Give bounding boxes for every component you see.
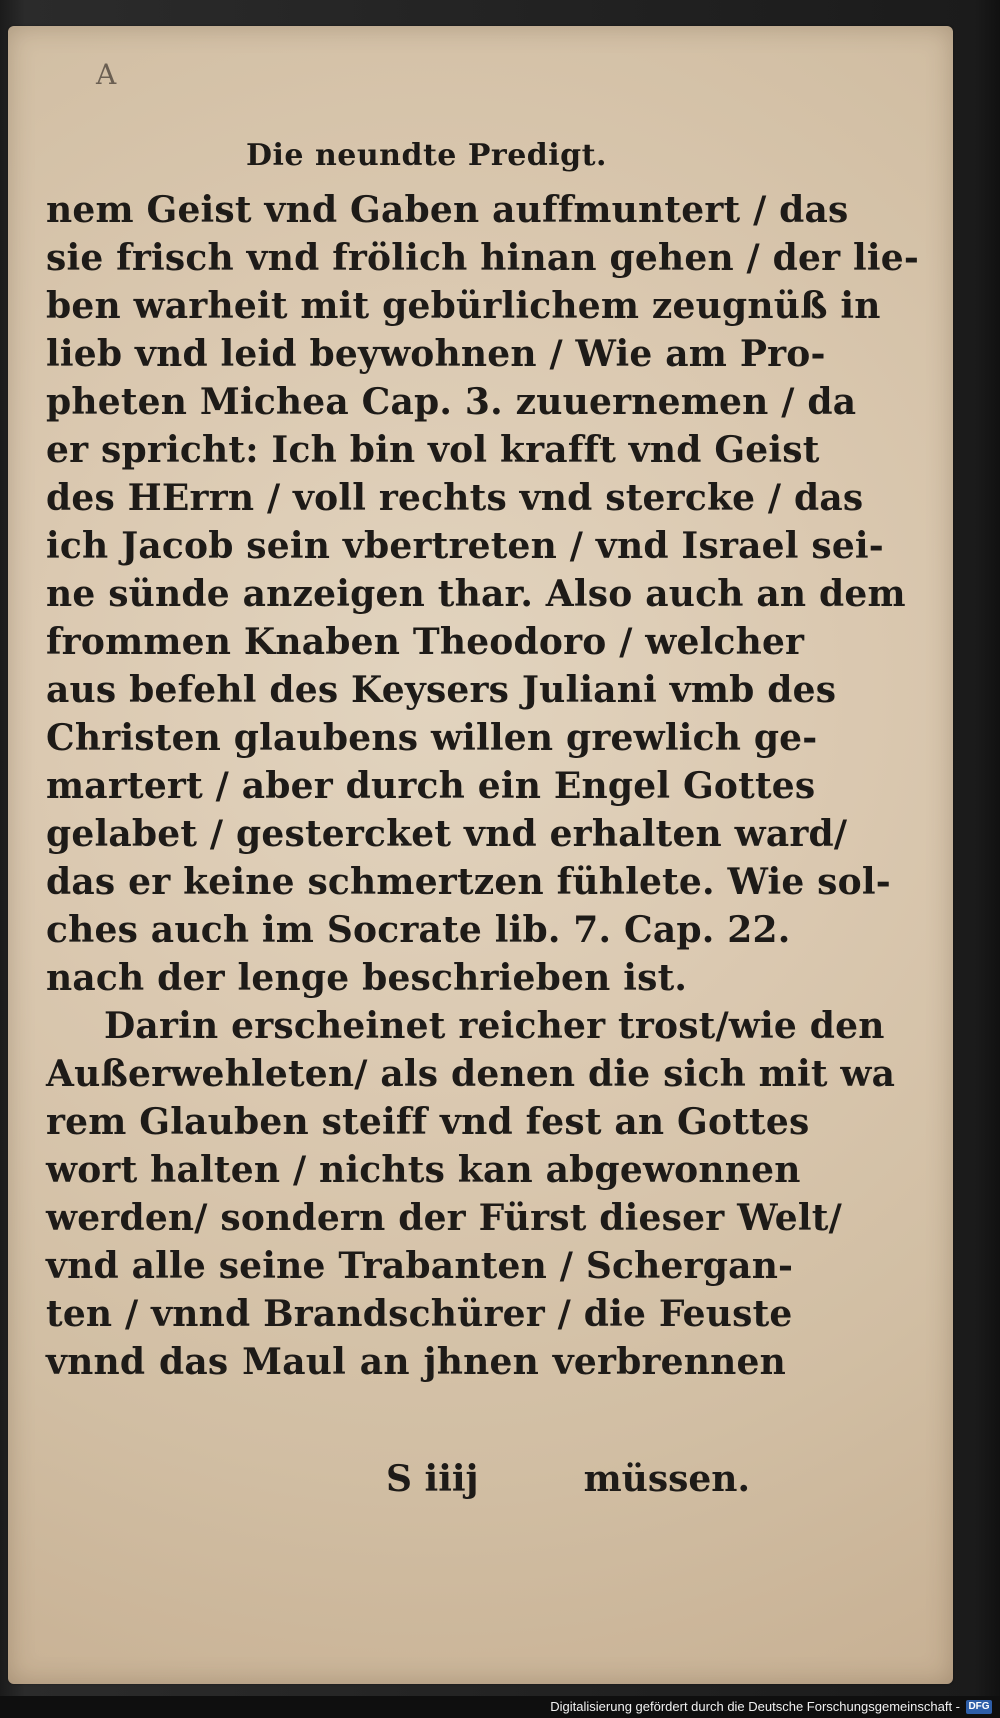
text-line: sie frisch vnd frölich hinan gehen / der lie- (46, 237, 920, 279)
text-line: lieb vnd leid beywohnen / Wie am Pro- (46, 333, 826, 375)
text-line: nach der lenge beschrieben ist. (46, 957, 688, 999)
text-line: werden/ sondern der Fürst dieser Welt/ (46, 1197, 842, 1239)
page-content (46, 106, 920, 1500)
text-line: martert / aber durch ein Engel Gottes (46, 765, 816, 807)
text-line: aus befehl des Keysers Juliani vmb des (46, 669, 837, 711)
text-line: Darin erscheinet reicher trost/wie den (104, 1005, 885, 1047)
signature-mark: S iiij (386, 1458, 479, 1500)
text-line: des HErrn / voll rechts vnd stercke / das (46, 477, 864, 519)
text-line: ben warheit mit gebürlichem zeugnüß in (46, 285, 881, 327)
text-line: ches auch im Socrate lib. 7. Cap. 22. (46, 909, 791, 951)
text-line: er spricht: Ich bin vol krafft vnd Geist (46, 429, 820, 471)
text-line: gelabet / gestercket vnd erhalten ward/ (46, 813, 848, 855)
text-line: ich Jacob sein vbertreten / vnd Israel sei- (46, 525, 884, 567)
text-line: ten / vnnd Brandschürer / die Feuste (46, 1293, 793, 1335)
text-line: Christen glaubens willen grewlich ge- (46, 717, 818, 759)
text-line: rem Glauben steiff vnd fest an Gottes (46, 1101, 810, 1143)
text-line: frommen Knaben Theodoro / welcher (46, 621, 805, 663)
text-line: ne sünde anzeigen thar. Also auch an dem (46, 573, 906, 615)
text-line: vnnd das Maul an jhnen verbrennen (46, 1341, 786, 1383)
signature-line (46, 1458, 786, 1510)
running-head: Die neundte Predigt. (246, 138, 607, 173)
text-line: Außerwehleten/ als denen die sich mit wa (46, 1053, 896, 1095)
text-line: nem Geist vnd Gaben auffmuntert / das (46, 189, 849, 231)
text-line: vnd alle seine Trabanten / Schergan- (46, 1245, 794, 1287)
page-mark: A (96, 58, 117, 91)
catchword: müssen. (583, 1458, 750, 1500)
text-block (46, 186, 920, 1386)
book-page (8, 26, 953, 1684)
text-line: das er keine schmertzen fühlete. Wie sol- (46, 861, 891, 903)
text-line: pheten Michea Cap. 3. zuuernemen / da (46, 381, 857, 423)
dfg-logo-icon: DFG (966, 1700, 992, 1714)
text-line: wort halten / nichts kan abgewonnen (46, 1149, 801, 1191)
footer-credit: Digitalisierung gefördert durch die Deutsche Forschungsgemeinschaft - (550, 1699, 960, 1714)
